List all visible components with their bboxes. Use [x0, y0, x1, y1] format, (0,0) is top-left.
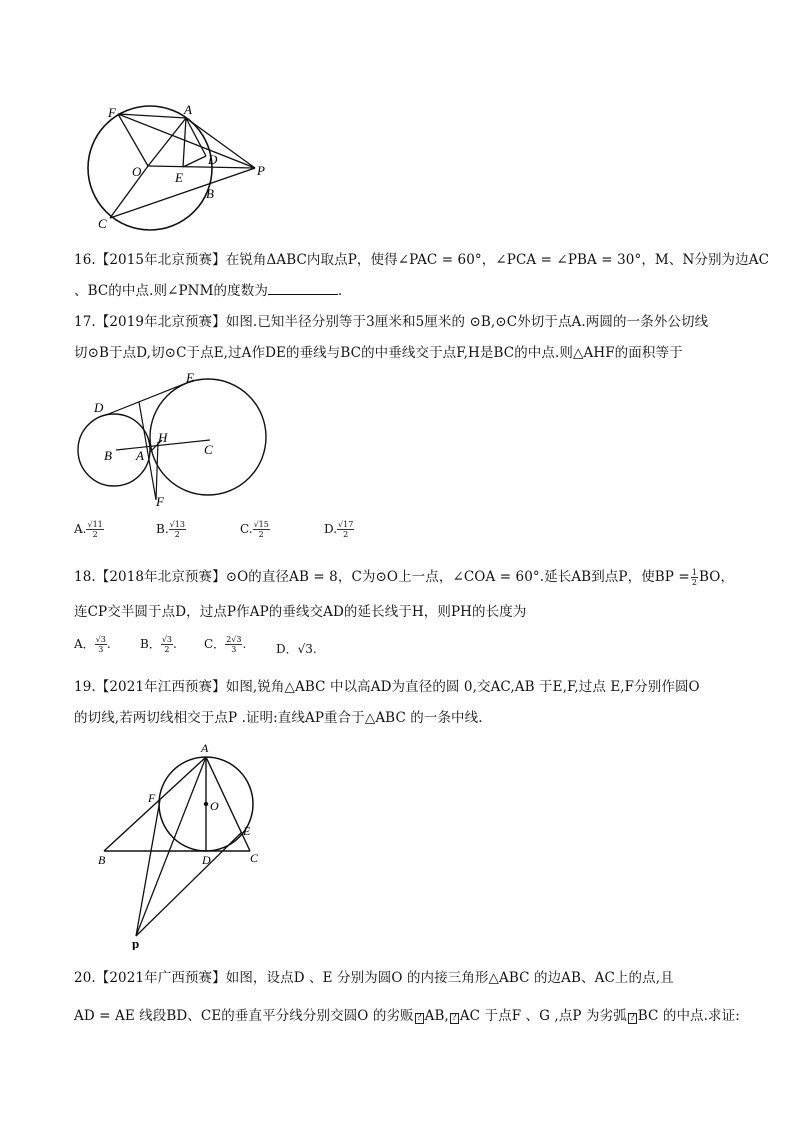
segment-AP: [136, 757, 206, 936]
segment-OA: [148, 118, 186, 166]
q19-line2: 的切线,若两切线相交于点P .证明:直线AP重合于△ABC 的一条中线.: [74, 710, 483, 726]
segment-FP: [118, 114, 255, 168]
fig1-label-A: A: [184, 102, 192, 117]
figure-two-circles: [76, 370, 276, 512]
figure-circle-tangent-P: [80, 100, 280, 235]
arc-mark-3: ?: [629, 1013, 635, 1023]
fig1-label-F: F: [108, 105, 116, 120]
figure-altitude-circle: [74, 740, 274, 950]
fig2-label-H: H: [158, 430, 168, 445]
perp-bisector-HF: [156, 442, 158, 500]
fig1-label-C: C: [98, 216, 107, 231]
fig3-label-D: D: [202, 853, 211, 867]
segment-FO: [118, 114, 148, 166]
fig2-label-D: D: [94, 400, 104, 415]
segment-OP: [148, 166, 255, 168]
q16-line2-end: .: [337, 283, 343, 299]
q17-line2: 切⊙B于点D,切⊙C于点E,过A作DE的垂线与BC的中垂线交于点F,H是BC的中点.则△AHF的面积等于: [74, 345, 683, 361]
segment-AE: [183, 118, 186, 167]
segment-OC: [110, 166, 148, 218]
fig1-label-P: P: [257, 163, 265, 178]
fig3-label-C: C: [250, 851, 259, 865]
q18-option-d: D．√3.: [276, 642, 317, 656]
fig1-label-E: E: [175, 170, 183, 185]
circle-C: [150, 379, 266, 495]
center-O-dot: [204, 802, 208, 806]
segment-DE: [183, 156, 206, 167]
q17-line1: 17.【2019年北京预赛】如图.已知半径分别等于3厘米和5厘米的 ⊙B,⊙C外切于点A.两圆的一条外公切线: [74, 314, 709, 330]
fig3-label-B: B: [98, 853, 106, 867]
fig2-label-F: F: [156, 494, 164, 509]
fig3-label-E: E: [243, 824, 251, 838]
arc-mark-2: ?: [451, 1013, 457, 1023]
fig2-label-A: A: [136, 448, 144, 463]
q17-option-c: C. $\frac{√15}{2}$: [240, 520, 269, 539]
fig1-label-O: O: [132, 164, 142, 179]
arc-mark-1: ?: [416, 1013, 422, 1023]
tangent-DE: [106, 380, 194, 415]
fig3-label-p: p: [132, 936, 140, 950]
fig2-label-C: C: [204, 442, 213, 457]
fig2-label-B: B: [104, 448, 112, 463]
answer-blank: [268, 282, 338, 295]
q20-line1: 20.【2021年广西预赛】如图，设点D 、E 分别为圆O 的内接三角形△ABC 的边AB、AC上的点,且: [74, 970, 674, 986]
fig3-label-F: F: [148, 791, 156, 805]
fig1-label-B: B: [206, 186, 214, 201]
q17-option-a: A. $\frac{√11}{2}$: [74, 520, 103, 539]
q18-option-a: A． $\frac{√3}{3}$ .: [74, 635, 111, 654]
q19-line1: 19.【2021年江西预赛】如图,锐角△ABC 中以高AD为直径的圆 0,交AC,AB 于E,F,过点 E,F分别作圆O: [74, 679, 700, 695]
q16-line2: [74, 279, 342, 299]
q20-line2: AD = AE 线段BD、CE的垂直平分线分别交圆O 的劣贩 ? AB, ? AC 于点F 、G ,点P 为劣弧 ? BC 的中点.求证:: [74, 1008, 740, 1024]
q18-line1: 18.【2018年北京预赛】⊙O的直径AB = 8，C为⊙O上一点，∠COA = 60°.延长AB到点P，使BP = $\frac{1}{2}$ BO，: [74, 568, 735, 587]
q16-line2-text: 、BC的中点.则∠PNM的度数为: [74, 283, 268, 299]
q16-line1: 16.【2015年北京预赛】在锐角ΔABC内取点P，使得∠PAC = 60°，∠PCA = ∠PBA = 30°，M、N分别为边AC: [74, 252, 770, 268]
q17-option-d: D. $\frac{√17}{2}$: [324, 520, 354, 539]
fig3-label-O: O: [210, 799, 219, 813]
q18-option-b: B． $\frac{√3}{2}$ .: [140, 635, 177, 654]
fig2-label-E: E: [186, 370, 194, 385]
q17-option-b: B. $\frac{√13}{2}$: [156, 520, 185, 539]
q18-line2: 连CP交半圆于点D，过点P作AP的垂线交AD的延长线于H，则PH的长度为: [74, 604, 527, 620]
fig3-label-A: A: [201, 741, 209, 755]
fig1-label-D: D: [208, 152, 218, 167]
circle-O: [88, 106, 212, 230]
q18-option-c: C． $\frac{2√3}{3}$ .: [204, 635, 247, 654]
